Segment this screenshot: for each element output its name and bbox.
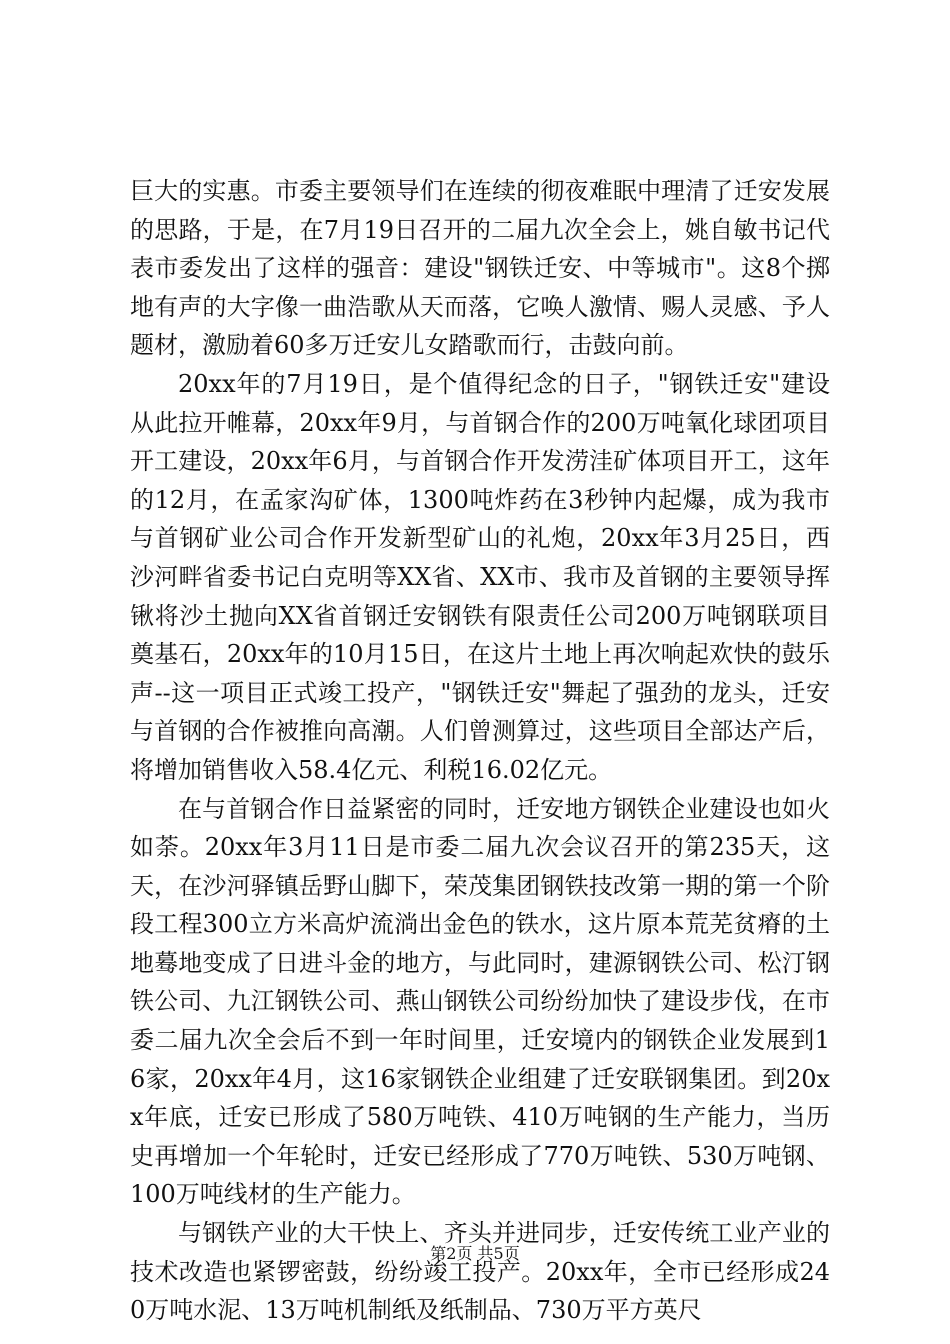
paragraph-3: 在与首钢合作日益紧密的同时，迁安地方钢铁企业建设也如火如荼。20xx年3月11日是市委二届九次会议召开的第235天，这天，在沙河驿镇岳野山脚下，荣茂集团钢铁技改第一期的第一个阶段工程300立方米高炉流淌出金色的铁水，这片原本荒芜贫瘠的土地蓦地变成了日进斗金的地方，与此同时，建源钢铁公司、松汀钢铁公司、九江钢铁公司、燕山钢铁公司纷纷加快了建设步伐，在市委二届九次全会后不到一年时间里，迁安境内的钢铁企业发展到16家，20xx年4月，这16家钢铁企业组建了迁安联钢集团。到20xx年底，迁安已形成了580万吨铁、410万吨钢的生产能力，当历史再增加一个年轮时，迁安已经形成了770万吨铁、530万吨钢、100万吨线材的生产能力。	[130, 794, 830, 1209]
paragraph-2: 20xx年的7月19日，是个值得纪念的日子，"钢铁迁安"建设从此拉开帷幕，20xx年9月，与首钢合作的200万吨氧化球团项目开工建设，20xx年6月，与首钢合作开发涝洼矿体项目开工，这年的12月，在孟家沟矿体，1300吨炸药在3秒钟内起爆，成为我市与首钢矿业公司合作开发新型矿山的礼炮，20xx年3月25日，西沙河畔省委书记白克明等XX省、XX市、我市及首钢的主要领导挥锹将沙土抛向XX省首钢迁安钢铁有限责任公司200万吨钢联项目奠基石，20xx年的10月15日，在这片土地上再次响起欢快的鼓乐声--这一项目正式竣工投产，"钢铁迁安"舞起了强劲的龙头，迁安与首钢的合作被推向高潮。人们曾测算过，这些项目全部达产后，将增加销售收入58.4亿元、利税16.02亿元。	[130, 369, 830, 784]
paragraph-1: 巨大的实惠。市委主要领导们在连续的彻夜难眠中理清了迁安发展的思路，于是，在7月19日召开的二届九次全会上，姚自敏书记代表市委发出了这样的强音：建设"钢铁迁安、中等城市"。这8个掷地有声的大字像一曲浩歌从天而落，它唤人激情、赐人灵感、予人题材，激励着60多万迁安儿女踏歌而行，击鼓向前。	[130, 177, 830, 360]
paragraph-4: 与钢铁产业的大干快上、齐头并进同步，迁安传统工业产业的技术改造也紧锣密鼓，纷纷竣工投产。20xx年，全市已经形成240万吨水泥、13万吨机制纸及纸制品、730万平方英尺	[130, 1219, 830, 1325]
document-body	[130, 172, 830, 1330]
page-number-footer: 第2页 共5页	[430, 1244, 520, 1263]
